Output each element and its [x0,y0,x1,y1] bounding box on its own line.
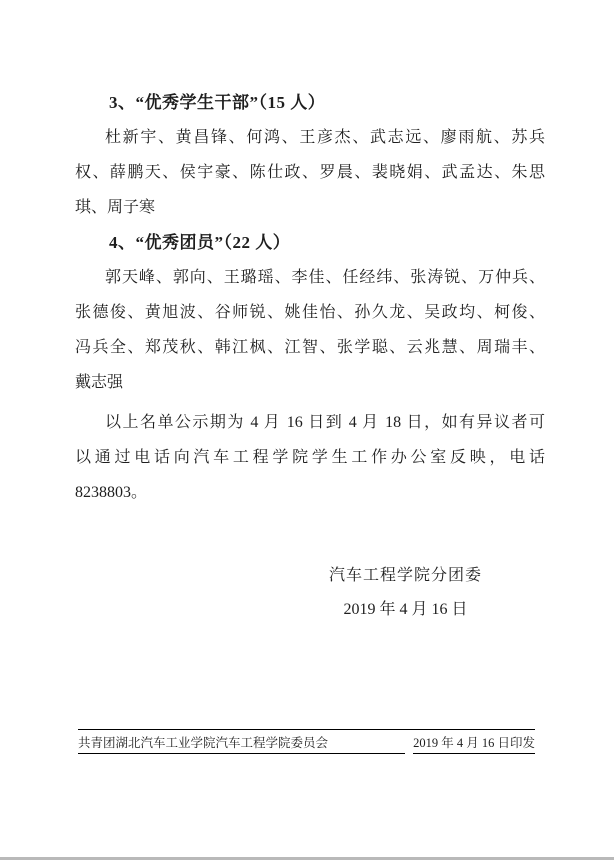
signature-org: 汽车工程学院分团委 [328,567,482,584]
footer-row [78,735,535,754]
name-list-line: 戴志强 [75,374,124,391]
public-notice-paragraph [75,405,545,510]
footer-rule [78,729,535,754]
signature-date: 2019 年 4 月 16 日 [343,601,468,618]
name-list-line: 权、薛鹏天、侯宇豪、陈仕政、罗晨、裴晓娟、武孟达、朱思 [75,164,545,181]
footer-issuer: 共青团湖北汽车工业学院汽车工程学院委员会 [78,735,405,754]
section4-name-list [75,260,545,400]
notice-line: 以通过电话向汽车工程学院学生工作办公室反映，电话 [75,449,545,466]
name-list-line: 杜新宇、黄昌锋、何鸿、王彦杰、武志远、廖雨航、苏兵 [105,129,545,146]
signature-block [329,559,482,627]
document-body [75,85,545,627]
section3-name-list [75,120,545,225]
name-list-line: 郭天峰、郭向、王璐瑶、李佳、任经纬、张涛锐、万仲兵、 [105,269,545,286]
section3-heading: 3、“优秀学生干部”（15 人） [109,93,326,112]
notice-line: 8238803。 [75,484,148,501]
section4-heading: 4、“优秀团员”（22 人） [109,233,291,252]
notice-line: 以上名单公示期为 4 月 16 日到 4 月 18 日，如有异议者可 [105,414,545,431]
name-list-line: 冯兵全、郑茂秋、韩江枫、江智、张学聪、云兆慧、周瑞丰、 [75,339,545,356]
name-list-line: 琪、周子寒 [75,199,156,216]
name-list-line: 张德俊、黄旭波、谷师锐、姚佳怡、孙久龙、吴政均、柯俊、 [75,304,545,321]
footer-print-date: 2019 年 4 月 16 日印发 [413,735,535,754]
